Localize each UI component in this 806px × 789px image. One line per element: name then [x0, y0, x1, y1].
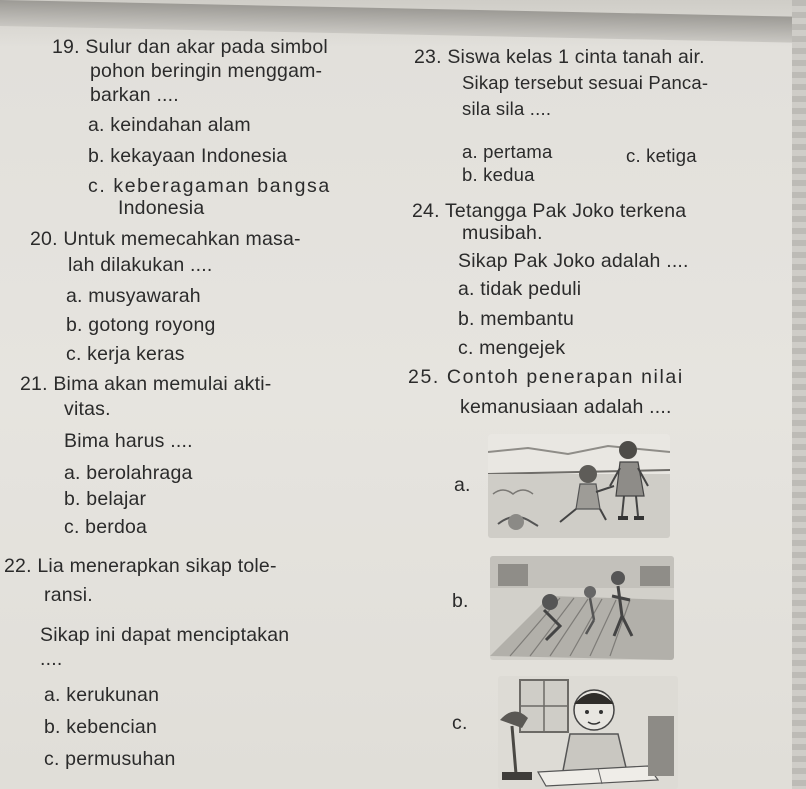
q19-line-1: 19. Sulur dan akar pada simbol: [52, 36, 328, 58]
q23-line-3: sila sila ....: [462, 98, 552, 119]
q21-line-2: vitas.: [64, 398, 111, 420]
q19-option-c-cont: Indonesia: [118, 197, 205, 219]
q19-option-a: a. keindahan alam: [88, 114, 251, 136]
working-together-drawing: [490, 556, 674, 660]
q20-line-1: 20. Untuk memecahkan masa-: [30, 228, 301, 250]
q24-line-3: Sikap Pak Joko adalah ....: [458, 250, 689, 272]
q23-line-2: Sikap tersebut sesuai Panca-: [462, 72, 709, 93]
q23-option-c: c. ketiga: [626, 145, 697, 166]
q22-line-3: Sikap ini dapat menciptakan: [40, 624, 290, 646]
q22-line-1: 22. Lia menerapkan sikap tole-: [4, 555, 277, 577]
q25-line-1: 25. Contoh penerapan nilai: [408, 366, 684, 388]
q20-option-a: a. musyawarah: [66, 285, 201, 307]
page-right-edge: [792, 0, 806, 789]
q19-option-c: c. keberagaman bangsa: [88, 175, 331, 197]
option-c-illustration: [498, 676, 678, 789]
q22-option-b: b. kebencian: [44, 716, 157, 738]
q21-option-c: c. berdoa: [64, 516, 148, 538]
q21-line-3: Bima harus ....: [64, 430, 193, 452]
q19-line-2: pohon beringin menggam-: [90, 60, 323, 82]
q20-option-b: b. gotong royong: [66, 314, 216, 336]
q20-line-2: lah dilakukan ....: [68, 254, 213, 276]
q22-option-a: a. kerukunan: [44, 684, 160, 706]
q19-line-3: barkan ....: [90, 84, 179, 106]
q25-option-c-label: c.: [452, 712, 468, 734]
q24-line-2: musibah.: [462, 222, 543, 244]
q22-option-c: c. permusuhan: [44, 748, 176, 770]
boy-studying-drawing: [498, 676, 678, 789]
q21-option-b: b. belajar: [64, 488, 147, 510]
q20-option-c: c. kerja keras: [66, 343, 185, 365]
q24-option-b: b. membantu: [458, 308, 575, 330]
q23-option-a: a. pertama: [462, 141, 553, 162]
q21-option-a: a. berolahraga: [64, 462, 193, 484]
q24-line-1: 24. Tetangga Pak Joko terkena: [412, 200, 687, 222]
q25-option-a-label: a.: [454, 474, 471, 496]
q23-line-1: 23. Siswa kelas 1 cinta tanah air.: [414, 46, 705, 68]
q24-option-c: c. mengejek: [458, 337, 566, 359]
q21-line-1: 21. Bima akan memulai akti-: [20, 373, 272, 395]
q25-line-2: kemanusiaan adalah ....: [460, 396, 672, 418]
option-a-illustration: [488, 434, 670, 538]
q23-option-b: b. kedua: [462, 164, 535, 185]
q19-option-b: b. kekayaan Indonesia: [88, 145, 288, 167]
helping-friend-drawing: [488, 434, 670, 538]
q24-option-a: a. tidak peduli: [458, 278, 582, 300]
q25-option-b-label: b.: [452, 590, 469, 612]
q22-line-2: ransi.: [44, 584, 93, 606]
q22-line-4: ....: [40, 648, 63, 670]
option-b-illustration: [490, 556, 674, 660]
